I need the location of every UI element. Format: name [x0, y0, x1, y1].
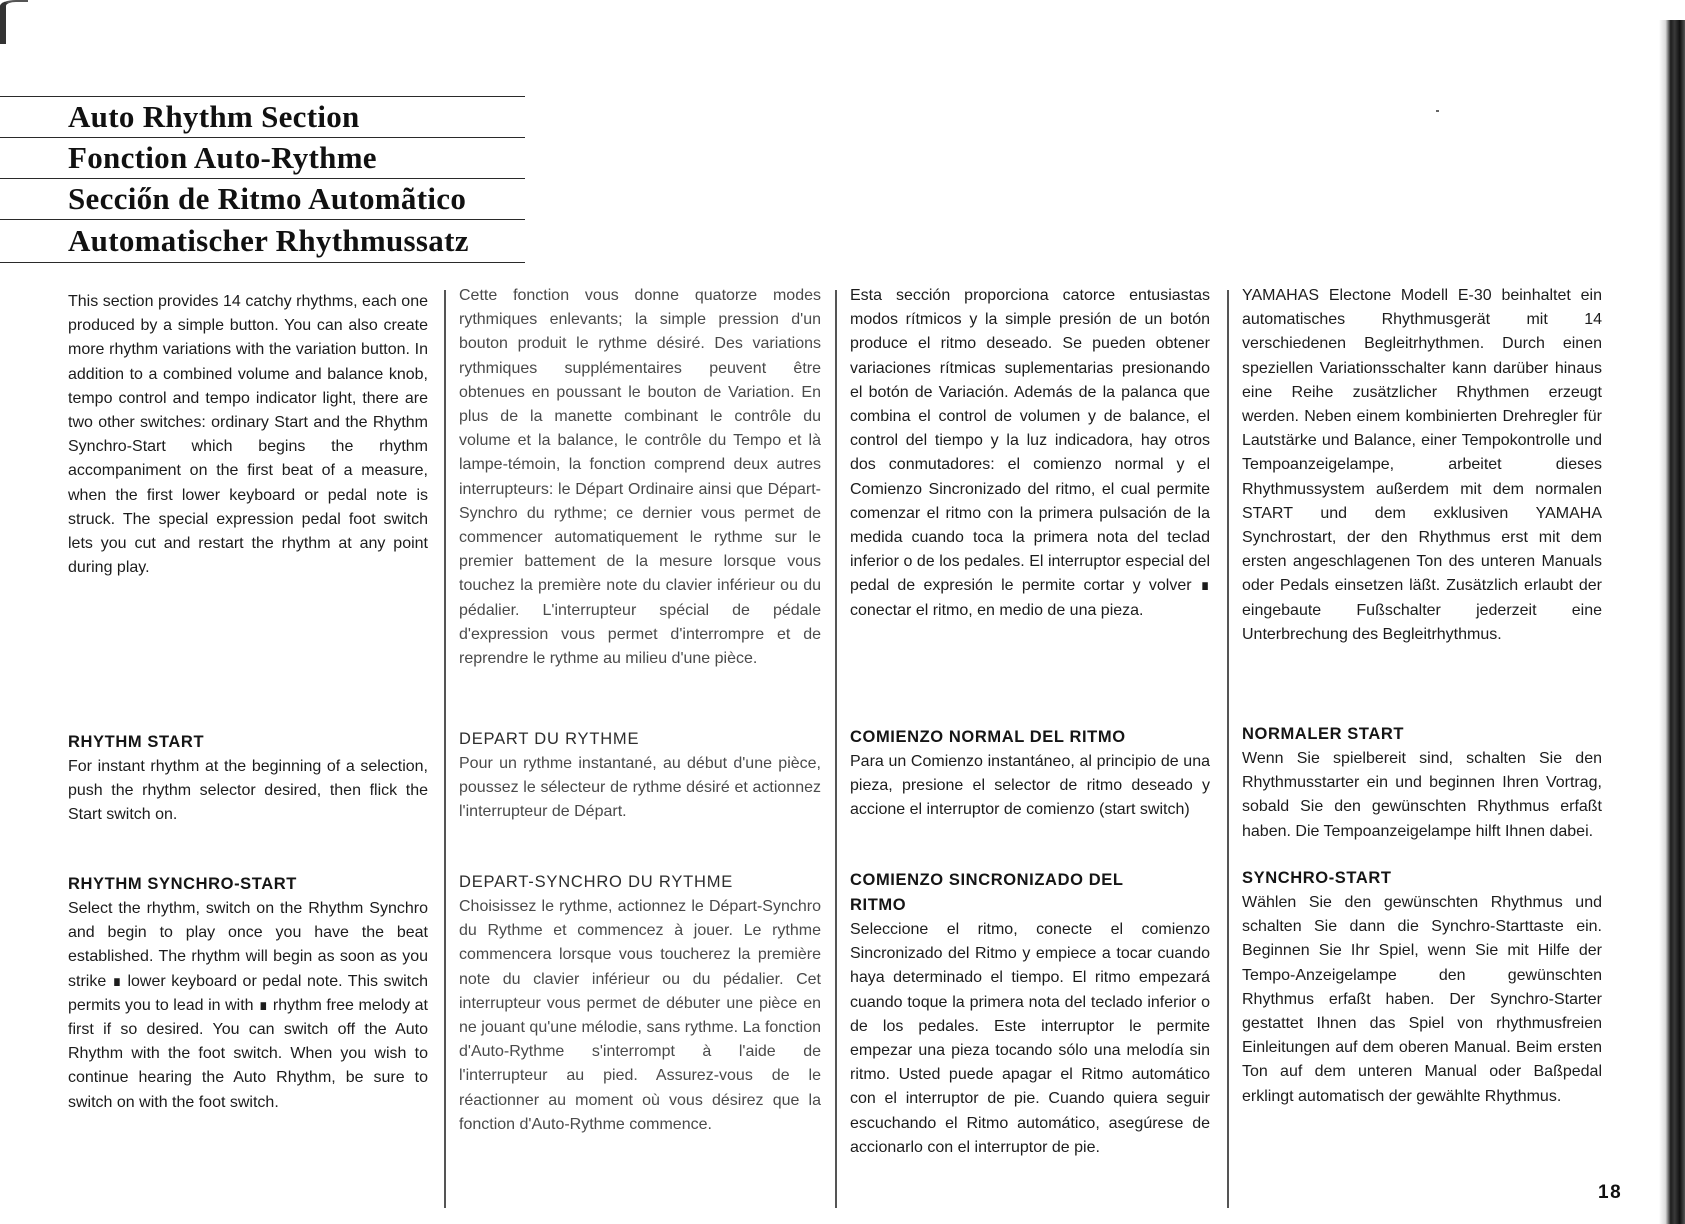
spanish-intro: Esta sección proporciona catorce entusiastas modos rítmicos y la simple presión de un botón produce el ritmo deseado. Se pueden obtener variaciones rítmicas suplementarias presionando el botón de Variación. Además de la palanca que combina el control de volumen y de balance, el control del tiempo y la luz indicadora, hay otros dos conmutadores: el comienzo normal y el Comienzo Sincronizado del ritmo, el cual permite comenzar el ritmo con la primera pulsación de la medida cuando toca la primera nota del teclad inferior o de los pedales. El interruptor especial del pedal de expresión le permite cortar y volver ∎ conectar el ritmo, en medio de una pieza.: [850, 287, 1210, 619]
french-intro: Cette fonction vous donne quatorze modes rythmiques enlevants; la simple pression d'un bouton produit le rythme désiré. Des variations rythmiques supplémentaires peuvent être obtenues en poussant le bouton de Variation. En plus de la manette combinant le contrôle du volume et la balance, le contrôle du Tempo et là lampe-témoin, la fonction comprend deux autres interrupteurs: le Départ Ordinaire ainsi que Départ-Synchro du rythme; ce dernier vous permet de commencer automatiquement le rythme sur le premier battement de la mesure lorsque vous touchez la première note du clavier inférieur ou du pédalier. L'interrupteur spécial de pédale d'expression vous permet d'interrompre et de reprendre le rythme au milieu d'une pièce.: [459, 287, 821, 668]
german-start-heading: NORMALER START: [1242, 725, 1405, 743]
german-synchro-text: Wählen Sie den gewünschten Rhythmus und schalten Sie dann die Synchro-Starttaste ein. Beginnen Sie Ihr Spiel, wenn Sie mit Hilfe der Tempo-Anzeigelampe den gewünschten Rhythmus erfaßt haben. Der Synchro-Starter gestattet Ihnen das Spiel von rhythmusfreien Einleitungen auf dem oberen Manual. Beim ersten Ton auf dem unteren Manual oder Baßpedal erklingt automatisch der gewählte Rhythmus.: [1242, 894, 1602, 1105]
spanish-synchro-text: Seleccione el ritmo, conecte el comienzo Sincronizado del Ritmo y empiece a tocar cuando haya determinado el tiempo. El ritmo empezará cuando toque la primera nota del teclado inferior o de los pedales. Este interruptor le permite empezar una pieza tocando sólo una melodía sin ritmo. Usted puede apagar el Ritmo automático con el interruptor de pie. Cuando quiera seguir escuchando el Ritmo automático, asegúrese de accionarlo con el interruptor de pie.: [850, 921, 1210, 1156]
spanish-column: [850, 287, 1210, 1200]
french-synchro-text: Choisissez le rythme, actionnez le Départ-Synchro du Rythme et commencez à jouer. Le rythme commencera lorsque vous toucherez la première note du clavier inférieur ou du pédalier. Cet interrupteur vous permet de débuter une pièce en ne jouant qu'une mélodie, sans rythme. La fonction d'Auto-Rythme s'interrompt à l'aide de l'interrupteur au pied. Assurez-vous de le réactionner au moment où vous désirez que la fonction d'Auto-Rythme commence.: [459, 898, 821, 1133]
spanish-start-heading: COMIENZO NORMAL DEL RITMO: [850, 728, 1126, 746]
french-start-heading: DEPART DU RYTHME: [459, 730, 640, 748]
column-divider-2: [835, 290, 837, 1208]
spanish-start-text: Para un Comienzo instantáneo, al principio de una pieza, presione el selector de ritmo deseado y accione el interruptor de comienzo (start switch): [850, 753, 1210, 819]
english-synchro-text: Select the rhythm, switch on the Rhythm Synchro and begin to play once you have the beat established. The rhythm will begin as soon as you strike ∎ lower keyboard or pedal note. This switch permits you to lead in with ∎ rhythm free melody at first if so desired. You can switch off the Auto Rhythm with the foot switch. When you wish to continue hearing the Auto Rhythm, be sure to switch on with the foot switch.: [68, 900, 428, 1111]
french-column: [459, 287, 821, 1200]
german-column: [1242, 287, 1602, 1200]
english-start-text: For instant rhythm at the beginning of a selection, push the rhythm selector desired, then flick the Start switch on.: [68, 758, 428, 824]
english-intro: This section provides 14 catchy rhythms, each one produced by a simple button. You can also create more rhythm variations with the variation button. In addition to a combined volume and balance knob, tempo control and tempo indicator light, there are two other switches: ordinary Start and the Rhythm Synchro-Start which begins the rhythm accompaniment on the first beat of a measure, when the first lower keyboard or pedal note is struck. The special expression pedal foot switch lets you cut and restart the rhythm at any point during play.: [68, 293, 428, 577]
title-english: Auto Rhythm Section: [0, 96, 525, 137]
french-synchro-heading: DEPART-SYNCHRO DU RYTHME: [459, 873, 734, 891]
spanish-synchro-heading: COMIENZO SINCRONIZADO DEL RITMO: [850, 871, 1124, 914]
german-synchro-heading: SYNCHRO-START: [1242, 869, 1392, 887]
title-german: Automatischer Rhythmussatz: [0, 219, 525, 263]
page-number: 18: [1598, 1182, 1623, 1203]
english-column: [68, 290, 428, 1200]
section-title-block: [0, 96, 525, 263]
title-french: Fonction Auto-Rythme: [0, 137, 525, 178]
german-intro: YAMAHAS Electone Modell E-30 beinhaltet ein automatisches Rhythmusgerät mit 14 verschiedenen Begleitrhythmen. Durch einen speziellen Variationsschalter kann darüber hinaus eine Reihe zusätzlicher Rhythmen erzeugt werden. Neben einem kombinierten Drehregler für Lautstärke und Balance, einer Tempokontrolle und Tempoanzeigelampe, arbeitet dieses Rhythmussystem außerdem mit dem normalen START und dem exklusiven YAMAHA Synchrostart, der den Rhythmus erst mit dem ersten angeschlagenen Ton des unteren Manuals oder Pedals einsetzen läßt. Zusätzlich erlaubt der eingebaute Fußschalter jederzeit eine Unterbrechung des Begleitrhythmus.: [1242, 287, 1602, 643]
page-corner-mark: [0, 0, 28, 44]
french-start-text: Pour un rythme instantané, au début d'une pièce, poussez le sélecteur de rythme désiré et actionnez l'interrupteur de Départ.: [459, 755, 821, 821]
scan-speck: [1436, 110, 1439, 112]
binding-spine-shadow: [1659, 20, 1685, 1224]
title-spanish: Secciőn de Ritmo Automãtico: [0, 178, 525, 219]
german-start-text: Wenn Sie spielbereit sind, schalten Sie den Rhythmusstarter ein und beginnen Ihren Vortrag, sobald Sie den gewünschten Rhythmus erfaßt haben. Die Tempoanzeigelampe hilft Ihnen dabei.: [1242, 750, 1602, 840]
english-synchro-heading: RHYTHM SYNCHRO-START: [68, 875, 297, 893]
column-divider-1: [444, 290, 446, 1208]
english-start-heading: RHYTHM START: [68, 733, 205, 751]
column-divider-3: [1227, 290, 1229, 1208]
